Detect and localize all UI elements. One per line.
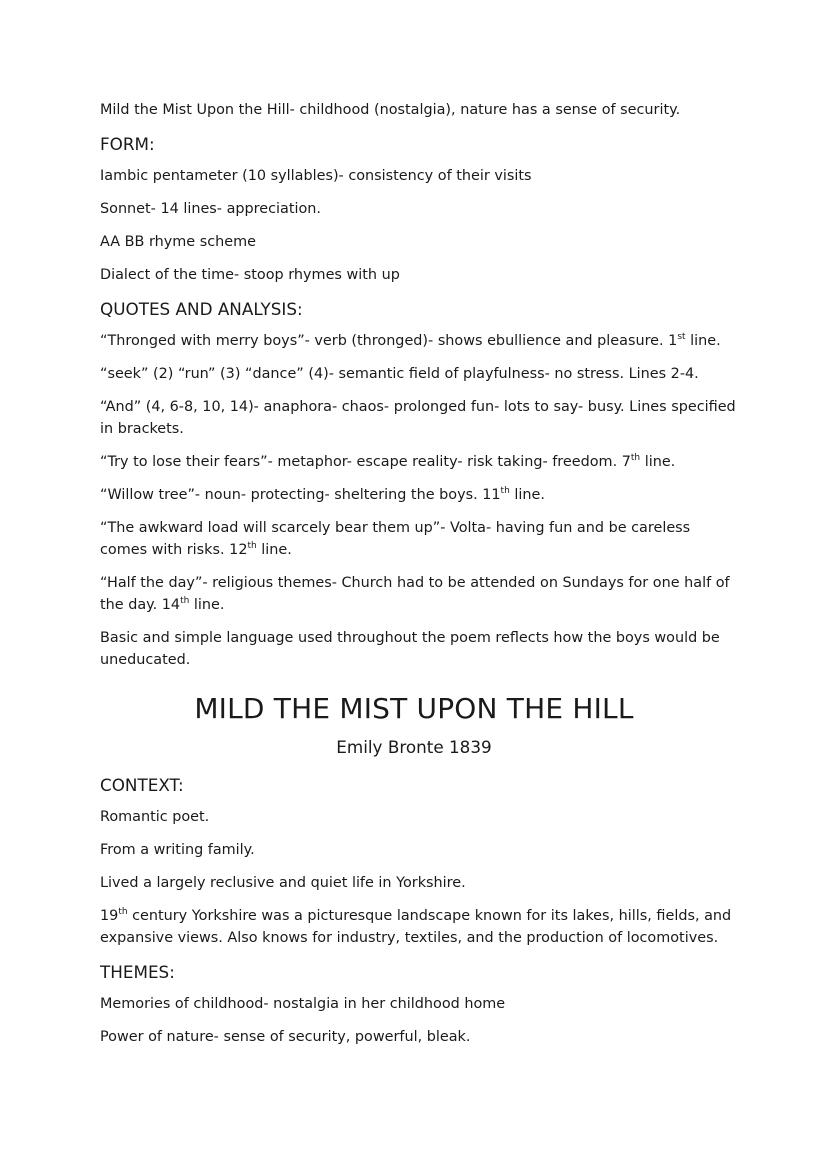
form-item: Sonnet- 14 lines- appreciation. xyxy=(100,201,321,217)
quote-item xyxy=(100,517,740,561)
poem-author-year: Emily Bronte 1839 xyxy=(336,737,492,757)
theme-item: Memories of childhood- nostalgia in her childhood home xyxy=(100,996,506,1012)
quote-text: “Half the day”- religious themes- Church had to be attended on Sundays for one half of the day. 14 xyxy=(100,575,730,613)
form-item: Dialect of the time- stoop rhymes with up xyxy=(100,267,400,283)
context-heading: CONTEXT: xyxy=(100,775,184,795)
ordinal-suffix: th xyxy=(118,907,128,918)
ordinal-suffix: st xyxy=(677,332,686,343)
form-item: AA BB rhyme scheme xyxy=(100,234,256,250)
poem-title: MILD THE MIST UPON THE HILL xyxy=(194,692,634,725)
form-item: Iambic pentameter (10 syllables)- consistency of their visits xyxy=(100,168,532,184)
document-content xyxy=(100,99,740,1059)
quotes-heading: QUOTES AND ANALYSIS: xyxy=(100,299,303,319)
themes-heading: THEMES: xyxy=(100,962,175,982)
quote-item: “And” (4, 6-8, 10, 14)- anaphora- chaos- prolonged fun- lots to say- busy. Lines specified in brackets. xyxy=(100,399,736,437)
ordinal-suffix: th xyxy=(630,453,641,464)
quote-item xyxy=(100,572,740,616)
theme-item: Power of nature- sense of security, powerful, bleak. xyxy=(100,1029,471,1045)
ordinal-suffix: th xyxy=(180,596,190,607)
form-heading: FORM: xyxy=(100,134,155,154)
quote-text: line. xyxy=(509,487,545,503)
context-item xyxy=(100,905,740,949)
context-item: Romantic poet. xyxy=(100,809,210,825)
context-item: Lived a largely reclusive and quiet life in Yorkshire. xyxy=(100,875,466,891)
quote-text: line. xyxy=(256,542,292,558)
quote-text: line. xyxy=(640,454,676,470)
quote-item xyxy=(100,451,740,473)
intro-line: Mild the Mist Upon the Hill- childhood (nostalgia), nature has a sense of security. xyxy=(100,102,681,118)
ordinal-suffix: th xyxy=(247,541,257,552)
century-number: 19 xyxy=(100,908,119,924)
quote-text: line. xyxy=(189,597,225,613)
quote-item xyxy=(100,484,740,506)
quote-text: “Willow tree”- noun- protecting- sheltering the boys. 11 xyxy=(100,487,501,503)
context-text: century Yorkshire was a picturesque landscape known for its lakes, hills, fields, and expansive views. Also knows for industry, textiles, and the production of locomotives. xyxy=(100,908,732,946)
quote-text: “Thronged with merry boys”- verb (thronged)- shows ebullience and pleasure. 1 xyxy=(100,333,678,349)
quote-item xyxy=(100,330,740,352)
ordinal-suffix: th xyxy=(500,486,510,497)
quote-item: “seek” (2) “run” (3) “dance” (4)- semantic field of playfulness- no stress. Lines 2-4. xyxy=(100,366,699,382)
quote-text: “The awkward load will scarcely bear them up”- Volta- having fun and be careless comes with risks. 12 xyxy=(100,520,691,558)
quote-text: line. xyxy=(685,333,721,349)
quote-item: Basic and simple language used throughout the poem reflects how the boys would be uneducated. xyxy=(100,630,720,668)
context-item: From a writing family. xyxy=(100,842,255,858)
quote-text: “Try to lose their fears”- metaphor- escape reality- risk taking- freedom. 7 xyxy=(100,454,631,470)
